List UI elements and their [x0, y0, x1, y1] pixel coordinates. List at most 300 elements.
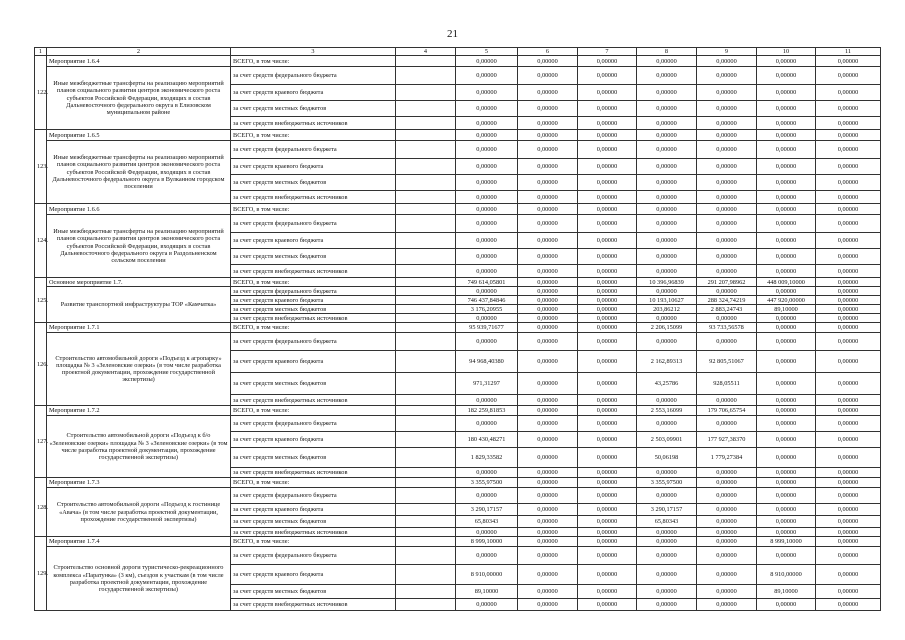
value-cell: 0,00000 [578, 117, 637, 130]
value-cell: 0,00000 [578, 395, 637, 406]
value-cell: 0,00000 [757, 159, 816, 175]
value-cell: 0,00000 [697, 67, 757, 85]
funding-source: за счет средств краевого бюджета [231, 159, 396, 175]
empty-cell [396, 468, 456, 478]
value-cell: 50,06198 [637, 448, 697, 468]
value-cell: 0,00000 [757, 215, 816, 233]
empty-cell [396, 333, 456, 351]
value-cell: 0,00000 [456, 547, 518, 565]
value-cell: 8 999,10000 [456, 537, 518, 547]
row-number: 122. [35, 56, 47, 130]
table-row [35, 56, 881, 67]
value-cell: 0,00000 [578, 278, 637, 287]
value-cell: 0,00000 [518, 67, 578, 85]
value-cell: 0,00000 [816, 85, 881, 101]
header-cell: 6 [518, 48, 578, 56]
value-cell: 0,00000 [456, 249, 518, 265]
value-cell: 0,00000 [578, 585, 637, 599]
value-cell: 0,00000 [697, 117, 757, 130]
value-cell: 0,00000 [518, 130, 578, 141]
value-cell: 0,00000 [578, 432, 637, 448]
value-cell: 0,00000 [518, 314, 578, 323]
value-cell: 0,00000 [578, 478, 637, 488]
empty-cell [396, 175, 456, 191]
value-cell: 180 430,48271 [456, 432, 518, 448]
empty-cell [396, 159, 456, 175]
value-cell: 8 999,10000 [757, 537, 816, 547]
header-cell: 1 [35, 48, 47, 56]
value-cell: 3 355,97500 [637, 478, 697, 488]
value-cell: 0,00000 [757, 547, 816, 565]
value-cell: 0,00000 [816, 117, 881, 130]
value-cell: 0,00000 [757, 488, 816, 504]
value-cell: 0,00000 [637, 159, 697, 175]
value-cell: 0,00000 [518, 265, 578, 278]
funding-source: за счет средств внебюджетных источников [231, 265, 396, 278]
value-cell: 0,00000 [578, 565, 637, 585]
empty-cell [396, 537, 456, 547]
value-cell: 0,00000 [518, 159, 578, 175]
header-cell: 5 [456, 48, 518, 56]
header-cell: 4 [396, 48, 456, 56]
value-cell: 0,00000 [518, 547, 578, 565]
value-cell: 0,00000 [518, 585, 578, 599]
value-cell: 0,00000 [816, 478, 881, 488]
funding-source: за счет средств федерального бюджета [231, 488, 396, 504]
value-cell: 0,00000 [518, 333, 578, 351]
value-cell: 0,00000 [757, 416, 816, 432]
value-cell: 0,00000 [757, 85, 816, 101]
value-cell: 0,00000 [518, 278, 578, 287]
measure-label: Мероприятие 1.7.4 [47, 537, 231, 547]
empty-cell [396, 117, 456, 130]
value-cell: 288 324,74219 [697, 296, 757, 305]
empty-cell [396, 565, 456, 585]
value-cell: 0,00000 [816, 101, 881, 117]
value-cell: 0,00000 [816, 287, 881, 296]
row-number: 125. [35, 278, 47, 323]
empty-cell [396, 296, 456, 305]
funding-source: за счет средств местных бюджетов [231, 585, 396, 599]
value-cell: 0,00000 [637, 191, 697, 204]
value-cell: 0,00000 [697, 233, 757, 249]
empty-cell [396, 395, 456, 406]
value-cell: 0,00000 [518, 468, 578, 478]
value-cell: 0,00000 [637, 547, 697, 565]
funding-source: за счет средств федерального бюджета [231, 547, 396, 565]
value-cell: 0,00000 [697, 488, 757, 504]
table-row [35, 287, 881, 296]
empty-cell [396, 56, 456, 67]
funding-source: за счет средств местных бюджетов [231, 516, 396, 528]
measure-label: Мероприятие 1.7.2 [47, 406, 231, 416]
value-cell: 0,00000 [816, 67, 881, 85]
value-cell: 746 437,84846 [456, 296, 518, 305]
value-cell: 0,00000 [816, 432, 881, 448]
value-cell: 0,00000 [518, 296, 578, 305]
value-cell: 0,00000 [697, 249, 757, 265]
value-cell: 0,00000 [578, 547, 637, 565]
value-cell: 0,00000 [518, 488, 578, 504]
header-cell: 11 [816, 48, 881, 56]
value-cell: 182 259,81853 [456, 406, 518, 416]
funding-source: за счет средств местных бюджетов [231, 448, 396, 468]
value-cell: 0,00000 [816, 191, 881, 204]
empty-cell [396, 305, 456, 314]
value-cell: 448 009,10000 [757, 278, 816, 287]
row-number: 129. [35, 537, 47, 611]
table-row [35, 130, 881, 141]
value-cell: 0,00000 [637, 528, 697, 537]
measure-label: Основное мероприятие 1.7. [47, 278, 231, 287]
value-cell: 0,00000 [456, 215, 518, 233]
value-cell: 749 614,05801 [456, 278, 518, 287]
value-cell: 0,00000 [578, 191, 637, 204]
funding-source: за счет средств федерального бюджета [231, 141, 396, 159]
row-number: 128. [35, 478, 47, 537]
value-cell: 0,00000 [456, 528, 518, 537]
empty-cell [396, 585, 456, 599]
value-cell: 0,00000 [816, 333, 881, 351]
funding-source: за счет средств местных бюджетов [231, 249, 396, 265]
measure-description: Развитие транспортной инфраструктуры ТОР «Камчатка» [47, 287, 231, 323]
header-cell: 8 [637, 48, 697, 56]
value-cell: 0,00000 [518, 406, 578, 416]
value-cell: 0,00000 [456, 265, 518, 278]
header-cell: 9 [697, 48, 757, 56]
value-cell: 0,00000 [757, 191, 816, 204]
value-cell: 0,00000 [637, 249, 697, 265]
funding-source: ВСЕГО, в том числе: [231, 478, 396, 488]
value-cell: 0,00000 [697, 478, 757, 488]
row-number: 123. [35, 130, 47, 204]
value-cell: 0,00000 [697, 565, 757, 585]
empty-cell [396, 416, 456, 432]
funding-source: за счет средств внебюджетных источников [231, 468, 396, 478]
value-cell: 0,00000 [816, 296, 881, 305]
measure-label: Мероприятие 1.6.5 [47, 130, 231, 141]
value-cell: 0,00000 [757, 265, 816, 278]
value-cell: 0,00000 [518, 395, 578, 406]
funding-source: за счет средств внебюджетных источников [231, 395, 396, 406]
value-cell: 0,00000 [637, 565, 697, 585]
value-cell: 0,00000 [456, 314, 518, 323]
value-cell: 3 355,97500 [456, 478, 518, 488]
value-cell: 0,00000 [637, 468, 697, 478]
value-cell: 0,00000 [816, 323, 881, 333]
value-cell: 0,00000 [456, 287, 518, 296]
measure-description: Строительство основной дороги туристическо-рекреационного комплекса «Паратунка» (3 км), съездов к участкам (в том числе разработка проектной документации, прохождение государственной экспертизы) [47, 547, 231, 611]
value-cell: 0,00000 [637, 215, 697, 233]
value-cell: 0,00000 [637, 56, 697, 67]
value-cell: 0,00000 [757, 141, 816, 159]
funding-source: за счет средств местных бюджетов [231, 175, 396, 191]
value-cell: 0,00000 [816, 233, 881, 249]
funding-source: за счет средств внебюджетных источников [231, 599, 396, 611]
funding-source: за счет средств федерального бюджета [231, 416, 396, 432]
value-cell: 0,00000 [518, 249, 578, 265]
value-cell: 0,00000 [816, 56, 881, 67]
value-cell: 0,00000 [697, 130, 757, 141]
table-row [35, 204, 881, 215]
value-cell: 0,00000 [816, 528, 881, 537]
value-cell: 0,00000 [456, 191, 518, 204]
value-cell: 0,00000 [697, 504, 757, 516]
table-row [35, 488, 881, 504]
value-cell: 0,00000 [697, 528, 757, 537]
measure-label: Мероприятие 1.6.4 [47, 56, 231, 67]
funding-source: за счет средств местных бюджетов [231, 373, 396, 395]
row-number: 124. [35, 204, 47, 278]
value-cell: 0,00000 [637, 85, 697, 101]
value-cell: 0,00000 [637, 175, 697, 191]
page-number: 21 [447, 28, 458, 40]
value-cell: 0,00000 [518, 191, 578, 204]
header-cell: 3 [231, 48, 396, 56]
value-cell: 0,00000 [637, 265, 697, 278]
value-cell: 179 706,65754 [697, 406, 757, 416]
value-cell: 0,00000 [816, 468, 881, 478]
value-cell: 0,00000 [757, 249, 816, 265]
value-cell: 0,00000 [637, 599, 697, 611]
funding-source: ВСЕГО, в том числе: [231, 406, 396, 416]
value-cell: 8 910,00000 [456, 565, 518, 585]
value-cell: 0,00000 [757, 351, 816, 373]
row-number: 126. [35, 323, 47, 406]
value-cell: 0,00000 [697, 191, 757, 204]
value-cell: 0,00000 [816, 130, 881, 141]
value-cell: 203,86212 [637, 305, 697, 314]
value-cell: 0,00000 [637, 416, 697, 432]
measure-label: Мероприятие 1.7.3 [47, 478, 231, 488]
value-cell: 0,00000 [816, 175, 881, 191]
value-cell: 0,00000 [757, 233, 816, 249]
value-cell: 0,00000 [757, 478, 816, 488]
value-cell: 0,00000 [757, 504, 816, 516]
value-cell: 0,00000 [816, 305, 881, 314]
value-cell: 0,00000 [816, 249, 881, 265]
value-cell: 0,00000 [637, 287, 697, 296]
funding-source: ВСЕГО, в том числе: [231, 56, 396, 67]
value-cell: 0,00000 [757, 599, 816, 611]
value-cell: 43,25786 [637, 373, 697, 395]
empty-cell [396, 215, 456, 233]
empty-cell [396, 67, 456, 85]
value-cell: 0,00000 [518, 448, 578, 468]
value-cell: 0,00000 [578, 287, 637, 296]
value-cell: 93 733,56578 [697, 323, 757, 333]
measure-label: Мероприятие 1.6.6 [47, 204, 231, 215]
value-cell: 0,00000 [578, 504, 637, 516]
value-cell: 0,00000 [637, 67, 697, 85]
funding-source: за счет средств местных бюджетов [231, 101, 396, 117]
value-cell: 0,00000 [578, 537, 637, 547]
value-cell: 0,00000 [816, 448, 881, 468]
empty-cell [396, 130, 456, 141]
value-cell: 0,00000 [456, 233, 518, 249]
value-cell: 0,00000 [757, 314, 816, 323]
value-cell: 0,00000 [816, 488, 881, 504]
value-cell: 0,00000 [637, 395, 697, 406]
value-cell: 0,00000 [637, 233, 697, 249]
value-cell: 0,00000 [697, 314, 757, 323]
funding-source: за счет средств краевого бюджета [231, 504, 396, 516]
value-cell: 0,00000 [518, 117, 578, 130]
measure-description: Строительство автомобильной дороги «Подъезд к б/о «Зеленовские озерки» площадка № 3 «Зеленовские озерки» (в том числе разработка проектной документации, прохождение государственной экспертизы) [47, 416, 231, 478]
value-cell: 0,00000 [757, 204, 816, 215]
table-body [35, 48, 881, 611]
value-cell: 0,00000 [456, 130, 518, 141]
empty-cell [396, 141, 456, 159]
value-cell: 0,00000 [456, 56, 518, 67]
value-cell: 0,00000 [697, 516, 757, 528]
value-cell: 0,00000 [578, 416, 637, 432]
value-cell: 2 206,15099 [637, 323, 697, 333]
value-cell: 0,00000 [697, 204, 757, 215]
value-cell: 0,00000 [757, 56, 816, 67]
value-cell: 10 193,10627 [637, 296, 697, 305]
value-cell: 0,00000 [816, 504, 881, 516]
value-cell: 0,00000 [697, 56, 757, 67]
value-cell: 0,00000 [518, 56, 578, 67]
value-cell: 89,10000 [757, 585, 816, 599]
value-cell: 0,00000 [456, 416, 518, 432]
value-cell: 0,00000 [578, 599, 637, 611]
value-cell: 0,00000 [578, 373, 637, 395]
value-cell: 0,00000 [578, 528, 637, 537]
value-cell: 3 290,17157 [637, 504, 697, 516]
empty-cell [396, 101, 456, 117]
value-cell: 0,00000 [816, 406, 881, 416]
value-cell: 2 162,89313 [637, 351, 697, 373]
funding-source: за счет средств федерального бюджета [231, 287, 396, 296]
value-cell: 0,00000 [816, 565, 881, 585]
value-cell: 0,00000 [697, 395, 757, 406]
table-row [35, 215, 881, 233]
value-cell: 0,00000 [816, 141, 881, 159]
value-cell: 0,00000 [518, 528, 578, 537]
value-cell: 0,00000 [816, 314, 881, 323]
funding-source: за счет средств краевого бюджета [231, 432, 396, 448]
value-cell: 0,00000 [578, 488, 637, 504]
table-row [35, 67, 881, 85]
table-row [35, 547, 881, 565]
value-cell: 0,00000 [697, 333, 757, 351]
value-cell: 0,00000 [816, 373, 881, 395]
empty-cell [396, 249, 456, 265]
value-cell: 0,00000 [697, 585, 757, 599]
table-row [35, 406, 881, 416]
value-cell: 0,00000 [816, 278, 881, 287]
empty-cell [396, 314, 456, 323]
table-row [35, 278, 881, 287]
value-cell: 0,00000 [578, 305, 637, 314]
empty-cell [396, 528, 456, 537]
value-cell: 0,00000 [757, 175, 816, 191]
value-cell: 0,00000 [456, 204, 518, 215]
value-cell: 0,00000 [697, 287, 757, 296]
value-cell: 10 396,96839 [637, 278, 697, 287]
funding-source: за счет средств федерального бюджета [231, 215, 396, 233]
value-cell: 0,00000 [816, 351, 881, 373]
value-cell: 0,00000 [456, 488, 518, 504]
value-cell: 0,00000 [518, 565, 578, 585]
table-row [35, 537, 881, 547]
value-cell: 0,00000 [637, 585, 697, 599]
value-cell: 0,00000 [637, 333, 697, 351]
funding-source: за счет средств внебюджетных источников [231, 191, 396, 204]
value-cell: 0,00000 [637, 130, 697, 141]
empty-cell [396, 278, 456, 287]
value-cell: 0,00000 [518, 516, 578, 528]
funding-source: ВСЕГО, в том числе: [231, 323, 396, 333]
value-cell: 0,00000 [456, 333, 518, 351]
value-cell: 0,00000 [518, 351, 578, 373]
value-cell: 0,00000 [757, 516, 816, 528]
value-cell: 0,00000 [816, 537, 881, 547]
budget-table [34, 47, 881, 611]
empty-cell [396, 373, 456, 395]
value-cell: 0,00000 [518, 101, 578, 117]
value-cell: 0,00000 [578, 323, 637, 333]
value-cell: 0,00000 [757, 130, 816, 141]
value-cell: 0,00000 [816, 395, 881, 406]
table-row [35, 141, 881, 159]
value-cell: 0,00000 [578, 351, 637, 373]
value-cell: 0,00000 [456, 159, 518, 175]
empty-cell [396, 351, 456, 373]
value-cell: 0,00000 [697, 416, 757, 432]
value-cell: 0,00000 [578, 175, 637, 191]
value-cell: 0,00000 [816, 204, 881, 215]
empty-cell [396, 547, 456, 565]
value-cell: 0,00000 [578, 468, 637, 478]
funding-source: за счет средств внебюджетных источников [231, 117, 396, 130]
empty-cell [396, 233, 456, 249]
empty-cell [396, 448, 456, 468]
value-cell: 0,00000 [757, 287, 816, 296]
value-cell: 0,00000 [518, 287, 578, 296]
value-cell: 89,10000 [757, 305, 816, 314]
empty-cell [396, 478, 456, 488]
value-cell: 0,00000 [518, 85, 578, 101]
value-cell: 0,00000 [816, 599, 881, 611]
empty-cell [396, 432, 456, 448]
value-cell: 0,00000 [637, 204, 697, 215]
funding-source: ВСЕГО, в том числе: [231, 537, 396, 547]
value-cell: 0,00000 [578, 516, 637, 528]
measure-description: Иные межбюджетные трансферты на реализацию мероприятий планов социального развития центров экономического роста субъектов Российской Федерации, входящих в состав Дальневосточного федерального округа в Раздольненском сельском поселении [47, 215, 231, 278]
value-cell: 0,00000 [578, 265, 637, 278]
value-cell: 0,00000 [518, 416, 578, 432]
value-cell: 0,00000 [456, 468, 518, 478]
header-cell: 7 [578, 48, 637, 56]
funding-source: ВСЕГО, в том числе: [231, 204, 396, 215]
value-cell: 0,00000 [697, 537, 757, 547]
value-cell: 0,00000 [518, 599, 578, 611]
value-cell: 0,00000 [518, 305, 578, 314]
value-cell: 8 910,00000 [757, 565, 816, 585]
value-cell: 0,00000 [518, 215, 578, 233]
value-cell: 0,00000 [518, 432, 578, 448]
value-cell: 0,00000 [578, 204, 637, 215]
value-cell: 0,00000 [757, 528, 816, 537]
empty-cell [396, 516, 456, 528]
value-cell: 0,00000 [578, 233, 637, 249]
value-cell: 0,00000 [456, 395, 518, 406]
value-cell: 0,00000 [578, 333, 637, 351]
value-cell: 0,00000 [456, 101, 518, 117]
